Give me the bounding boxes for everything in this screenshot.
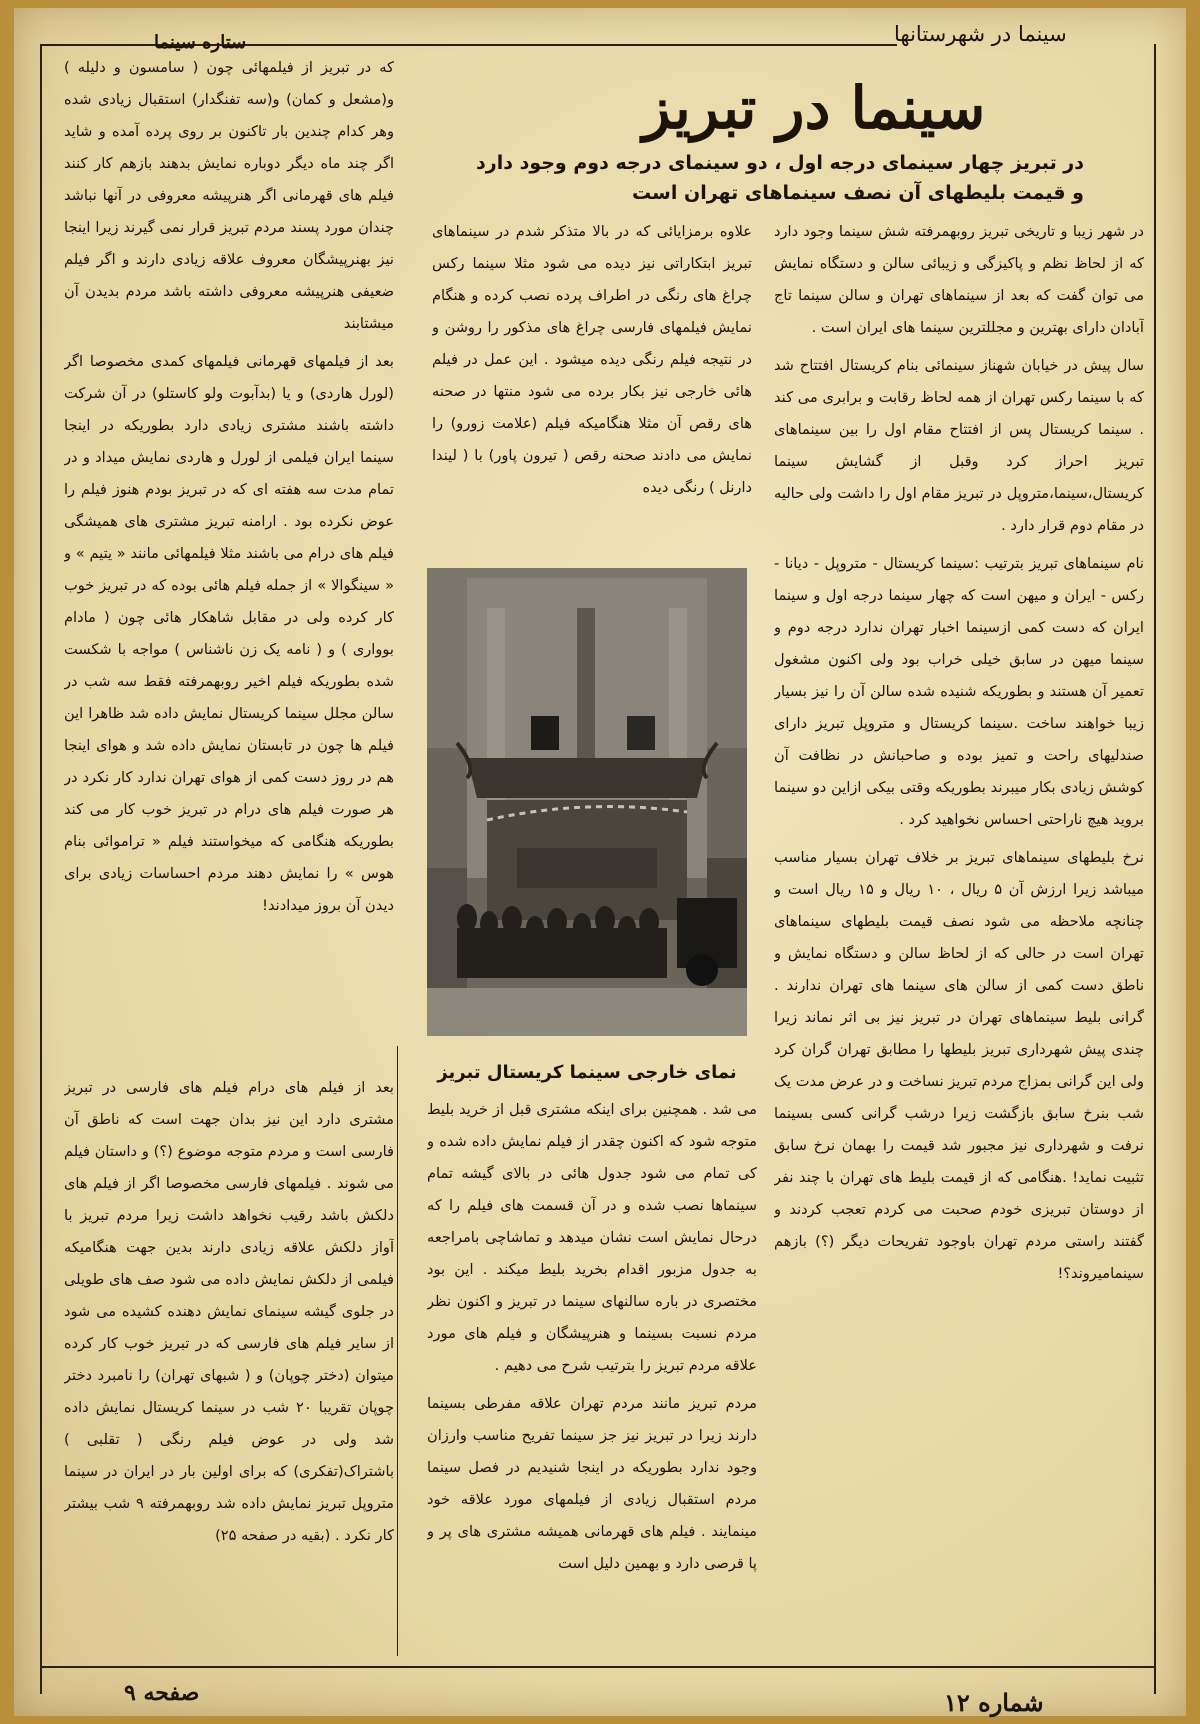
paragraph: بعد از فیلم های درام فیلم های فارسی در تبریز مشتری دارد این نیز بدان جهت است که ناطق آن فارسی است و مردم متوجه موضوع (؟) و داستان فیلم می شوند . فیلمهای فارسی مخصوصا اگر از فیلم های دلکش باشد رقیب نخواهد داشت زیرا مردم تبریز با آواز دلکش علاقه زیادی دارند بدین جهت هنگامیکه فیلمی از دلکش نمایش داده می شود صف های طویلی در جلوی گیشه سینمای نمایش دهنده کشیده می شود از سایر فیلم های فارسی که در تبریز خوب کار کرده میتوان (دختر چوپان) و ( شبهای تهران) را نامبرد دختر چوپان تقریبا ۲۰ شب در سینما کریستال نمایش داده شد ولی در عوض فیلم رنگی ( تقلبی ) باشتراک(تفکری) که برای اولین بار در ایران در سینما متروپل تبریز نمایش داده شد روبهمرفته ۹ شب بیشتر کار نکرد . (بقیه در صفحه ۲۵) <box>64 1079 394 1544</box>
right-column <box>774 216 1144 1656</box>
paragraph: که در تبریز از فیلمهائی چون ( سامسون و دلیله ) و(مشعل و کمان) و(سه تفنگدار) استقبال زیادی شده وهر کدام چندین بار تاکنون بر روی پرده آمده و شاید اگر چند ماه دیگر دوباره نمایش بدهند بازهم کار کنند فیلم های قهرمانی اگر هنرپیشه معروفی در آنها نباشد چندان مورد پسند مردم تبریز قرار نمی گیرند زیرا اینجا نیز بهنرپیشگان معروف علاقه زیادی دارند و اگر فیلم ضعیفی هنرپیشه معروفی داشته باشد مردم بدیدن آن میشتابند <box>64 59 394 332</box>
cinema-facade-illustration <box>427 568 747 1036</box>
photo-caption: نمای خارجی سینما کریستال تبریز <box>437 1062 737 1083</box>
left-column-top <box>64 52 394 1050</box>
bottom-rule <box>42 1666 1154 1668</box>
paragraph: نرخ بلیطهای سینماهای تبریز بر خلاف تهران بسیار مناسب میباشد زیرا ارزش آن ۵ ریال ، ۱۰ ریال و ۱۵ ریال است و چنانچه ملاحظه می شود نصف قیمت بلیطهای سینماهای تهران است در حالی که از لحاظ سالن و دستگاه نمایش و ناطق دست کمی از سالن های سینما های تهران ندارند . گرانی بلیط سینماهای تهران در تبریز نیز بی اثر نماند زیرا چندی پیش شهرداری تبریز بلیطها را مطابق تهران گران کرد ولی این گرانی بمزاج مردم تبریز نساخت و در عرض مدت یک شب بنرخ سابق بازگشت زیرا درشب گرانی کسی بسینما نرفت و شهرداری نیز مجبور شد قیمت را بهمان نرخ سابق تثبیت نماید! .هنگامی که از قیمت بلیط های تهران با چند نفر از دوستان تبریزی خودم صحبت می کردم تعجب کردند و گفتند راستی مردم تهران باوجود تفریحات دیگر (؟) بازهم سینمامیروند؟! <box>774 849 1144 1282</box>
article-title: سینما در تبریز <box>642 74 986 142</box>
issue-number: شماره ۱۲ <box>944 1688 1044 1717</box>
paragraph: مردم تبریز مانند مردم تهران علاقه مفرطی بسینما دارند زیرا در تبریز نیز جز سینما تفریح مناسب وارزان وجود ندارد بطوریکه در اینجا شنیدیم در فصل سینما مردم استقبال زیادی از فیلمهای مورد علاقه خود مینمایند . فیلم های قهرمانی همیشه مشتری های پر و پا قرصی دارد و بهمین دلیل است <box>427 1395 757 1572</box>
cinema-facade-photo <box>427 568 747 1036</box>
middle-column-bottom <box>427 1094 757 1654</box>
page-number: صفحه ۹ <box>124 1680 200 1706</box>
paragraph: می شد . همچنین برای اینکه مشتری قبل از خرید بلیط متوجه شود که اکنون چقدر از فیلم نمایش داده شده و کی تمام می شود جدول هائی در بالای گیشه تمام سینماها نصب شده و در آن قسمت های فیلم را که درحال نمایش است نشان میدهد و تماشاچی بامراجعه به جدول مزبور اقدام بخرید بلیط میکند . این بود مختصری در باره سالنهای سینما در تبریز و اکنون نظر مردم نسبت بسینما و هنرپیشگان و فیلم های مورد علاقه مردم تبریز را بترتیب شرح می دهیم . <box>427 1101 757 1374</box>
paragraph: بعد از فیلمهای قهرمانی فیلمهای کمدی مخصوصا اگر (لورل هاردی) و یا (بدآبوت ولو کاستلو) در آن شرکت داشته باشند مشتری زیادی دارد بطوریکه در اینجا سینما ایران فیلمی از لورل و هاردی نمایش میداد و در تمام مدت سه هفته ای که در تبریز بودم هنوز فیلم را عوض نکرده بود . ارامنه تبریز مشتری های همیشگی فیلم های درام می باشند مثلا فیلمهائی مانند « یتیم » و « سینگوالا » از جمله فیلم هائی بوده که در تبریز خوب کار کرده ولی در مقابل شاهکار هائی چون ( مادام بوواری ) و ( نامه یک زن ناشناس ) مواجه با شکست شده بطوریکه فیلم اخیر روبهمرفته فقط سه شب در سالن مجلل سینما کریستال نمایش داده شد ظاهرا این فیلم ها چون در تابستان نمایش داده شد و هوای اینجا هم در روز دست کمی از هوای تهران ندارد کار نکرد در هر صورت فیلم های درام در تبریز خوب کار می کند بطوریکه هنگامی که میخواستند فیلم « تراموائی بنام هوس » را نمایش دهند مردم احساسات زیادی برای دیدن آن بروز میدادند! <box>64 353 394 914</box>
magazine-page <box>14 8 1186 1716</box>
section-label: سینما در شهرستانها <box>894 22 1067 46</box>
paragraph: نام سینماهای تبریز بترتیب :سینما کریستال - متروپل - دیانا - رکس - ایران و میهن است که چهار سینما درجه اول و سینما ایران که دست کمی ازسینما اخبار تهران ندارد درجه دوم و سینما میهن در سابق خیلی خراب بود ولی اکنون مشغول تعمیر آن هستند و بطوریکه شنیده شده سالن آن را نیز بسیار زیبا خواهند ساخت .سینما کریستال و متروپل تبریز دارای صندلیهای راحت و تمیز بوده و صاحبانش در نظافت آن کوشش زیادی بکار میبرند بطوریکه وقتی بیکی ازاین دو سینما بروید هیچ ناراحتی احساس نخواهید کرد . <box>774 555 1144 828</box>
paragraph: علاوه برمزایائی که در بالا متذکر شدم در سینماهای تبریز ابتکاراتی نیز دیده می شود مثلا سینما رکس چراغ های رنگی در اطراف پرده نصب کرده و هنگام نمایش فیلمهای فارسی چراغ های مذکور را روشن و در نتیجه فیلم رنگی دیده میشود . این عمل در فیلم هائی خارجی نیز بکار برده می شود منتها در صحنه های رقص آن مثلا هنگامیکه فیلم (علامت زورو) را نمایش می دادند صحنه رقص ( تیرون پاور) با ( لیندا دارنل ) رنگی دیده <box>432 223 752 496</box>
magazine-name: ستاره سینما <box>154 32 247 53</box>
column-divider-left <box>397 1046 398 1656</box>
right-rule <box>1154 44 1156 1694</box>
left-column-bottom <box>64 1072 394 1658</box>
left-rule <box>40 44 42 1694</box>
middle-column-top <box>432 216 752 546</box>
paragraph: در شهر زیبا و تاریخی تبریز روبهمرفته شش سینما وجود دارد که از لحاظ نظم و پاکیزگی و زیبائی سالن و دستگاه نمایش می توان گفت که بعد از سینماهای تهران و سالن سینما تاج آبادان دارای بهترین و مجللترین سینما های ایران است . <box>774 223 1144 336</box>
article-deck: در تبریز چهار سینمای درجه اول ، دو سینمای درجه دوم وجود دارد و قیمت بلیطهای آن نصف سینماهای تهران است <box>476 152 1084 204</box>
paragraph: سال پیش در خیابان شهناز سینمائی بنام کریستال افتتاح شد که با سینما رکس تهران از همه لحاظ رقابت و برابری می کند . سینما کریستال پس از افتتاح مقام اول را بین سینماهای تبریز احراز کرد وقبل از گشایش سینما کریستال،سینما،متروپل در تبریز مقام اول را داشت ولی حالیه در مقام دوم قرار دارد . <box>774 357 1144 534</box>
